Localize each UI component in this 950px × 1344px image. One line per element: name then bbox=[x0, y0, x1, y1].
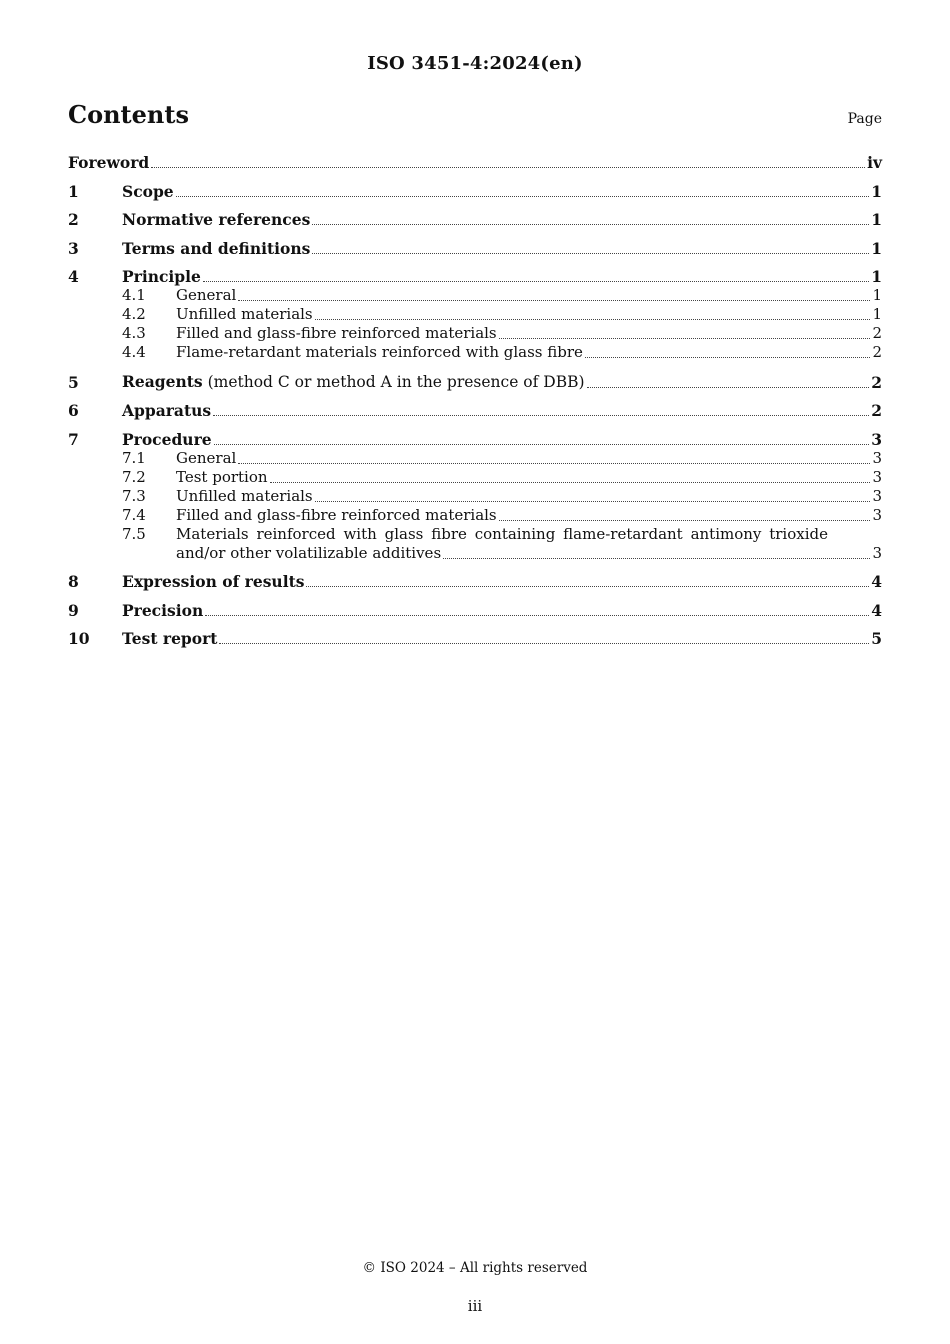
toc-entry-title: Normative references bbox=[122, 210, 311, 229]
toc-entry-page: 3 bbox=[871, 429, 882, 449]
toc-entry-title: Procedure bbox=[122, 429, 212, 449]
toc-entry-title-line2: and/or other volatilizable additives bbox=[176, 543, 442, 562]
toc-entry-title: Principle bbox=[122, 267, 201, 286]
toc-entry-page: 3 bbox=[872, 467, 882, 486]
dot-leader bbox=[499, 520, 871, 521]
toc-entry-title-suffix: (method C or method A in the presence of DBB) bbox=[202, 372, 585, 391]
toc-entry-title: Unfilled materials bbox=[176, 486, 313, 505]
toc-entry-title: General bbox=[176, 286, 237, 304]
toc-entry-page: 4 bbox=[871, 572, 882, 591]
dot-leader bbox=[219, 643, 869, 644]
toc-entry-page: 2 bbox=[872, 343, 882, 361]
toc-entry-page: iv bbox=[867, 153, 882, 172]
dot-leader bbox=[315, 501, 871, 502]
dot-leader bbox=[315, 319, 871, 320]
toc-subentry-4-3[interactable] bbox=[68, 324, 882, 343]
toc-entry-scope[interactable] bbox=[68, 182, 882, 201]
toc-entry-title-group bbox=[122, 372, 585, 392]
toc-entry-number: 4.3 bbox=[122, 324, 146, 342]
document-header: ISO 3451-4:2024(en) bbox=[367, 53, 583, 74]
toc-entry-title: Apparatus bbox=[122, 401, 212, 420]
toc-entry-number: 4.2 bbox=[122, 305, 146, 323]
toc-entry-number: 9 bbox=[68, 600, 79, 620]
toc-subentry-7-3[interactable] bbox=[68, 487, 882, 506]
toc-entry-precision[interactable] bbox=[68, 601, 882, 620]
toc-entry-wrapped-title bbox=[176, 525, 882, 563]
toc-entry-title: Terms and definitions bbox=[122, 238, 311, 258]
table-of-contents bbox=[68, 153, 882, 648]
dot-leader bbox=[312, 224, 869, 225]
toc-entry-page: 1 bbox=[871, 238, 882, 258]
dot-leader bbox=[270, 482, 871, 483]
dot-leader bbox=[203, 281, 869, 282]
toc-entry-number: 7.5 bbox=[122, 524, 146, 543]
toc-entry-number: 7.2 bbox=[122, 467, 146, 486]
dot-leader bbox=[587, 387, 870, 388]
toc-entry-page: 2 bbox=[871, 401, 882, 420]
toc-entry-terms-and-definitions[interactable] bbox=[68, 239, 882, 258]
toc-entry-page: 1 bbox=[872, 286, 882, 304]
toc-subentry-4-2[interactable] bbox=[68, 305, 882, 324]
toc-entry-number: 1 bbox=[68, 181, 79, 201]
toc-entry-title: Test report bbox=[122, 629, 218, 648]
toc-entry-page: 3 bbox=[872, 505, 882, 524]
dot-leader bbox=[238, 300, 870, 301]
toc-entry-title: Precision bbox=[122, 600, 204, 620]
toc-entry-title: Reagents bbox=[122, 371, 203, 391]
toc-subentry-4-4[interactable] bbox=[68, 343, 882, 362]
toc-entry-normative-references[interactable] bbox=[68, 210, 882, 229]
dot-leader bbox=[151, 167, 865, 168]
toc-entry-number: 8 bbox=[68, 572, 79, 591]
contents-title: Contents bbox=[68, 100, 189, 129]
toc-entry-title: Foreword bbox=[68, 153, 150, 172]
dot-leader bbox=[205, 615, 869, 616]
toc-entry-reagents[interactable] bbox=[68, 372, 882, 392]
dot-leader bbox=[176, 196, 870, 197]
toc-entry-number: 5 bbox=[68, 372, 79, 392]
toc-entry-title-line2-row bbox=[176, 544, 882, 563]
toc-subentry-4-1[interactable] bbox=[68, 286, 882, 305]
dot-leader bbox=[306, 586, 869, 587]
toc-entry-expression-of-results[interactable] bbox=[68, 572, 882, 591]
toc-entry-page: 3 bbox=[872, 448, 882, 467]
toc-entry-apparatus[interactable] bbox=[68, 401, 882, 420]
toc-entry-title-line1: Materials reinforced with glass fibre containing flame-retardant antimony trioxide bbox=[176, 524, 828, 543]
toc-entry-principle[interactable] bbox=[68, 267, 882, 286]
toc-entry-page: 3 bbox=[872, 543, 882, 562]
toc-entry-number: 10 bbox=[68, 629, 90, 648]
toc-entry-procedure[interactable] bbox=[68, 430, 882, 449]
toc-entry-title: Expression of results bbox=[122, 572, 305, 591]
toc-entry-page: 1 bbox=[871, 210, 882, 229]
toc-entry-page: 3 bbox=[872, 486, 882, 505]
copyright-notice: © ISO 2024 – All rights reserved bbox=[362, 1260, 588, 1276]
toc-entry-number: 3 bbox=[68, 238, 79, 258]
toc-entry-title: Scope bbox=[122, 181, 174, 201]
toc-entry-number: 7.4 bbox=[122, 505, 146, 524]
page-number: iii bbox=[467, 1297, 483, 1315]
toc-entry-number: 4 bbox=[68, 267, 79, 286]
dot-leader bbox=[585, 357, 871, 358]
dot-leader bbox=[499, 338, 871, 339]
toc-entry-number: 6 bbox=[68, 401, 79, 420]
dot-leader bbox=[312, 253, 869, 254]
toc-entry-number: 7.1 bbox=[122, 448, 146, 467]
toc-entry-number: 4.4 bbox=[122, 343, 146, 361]
dot-leader bbox=[214, 444, 870, 445]
toc-entry-title: Test portion bbox=[176, 467, 268, 486]
toc-entry-title: Unfilled materials bbox=[176, 305, 313, 323]
toc-entry-test-report[interactable] bbox=[68, 629, 882, 648]
toc-entry-page: 1 bbox=[871, 181, 882, 201]
toc-entry-page: 4 bbox=[871, 600, 882, 620]
dot-leader bbox=[213, 415, 869, 416]
contents-heading-row bbox=[68, 100, 882, 129]
toc-entry-page: 5 bbox=[871, 629, 882, 648]
toc-entry-page: 2 bbox=[872, 324, 882, 342]
toc-entry-number: 2 bbox=[68, 210, 79, 229]
toc-entry-title: Filled and glass-fibre reinforced materials bbox=[176, 324, 497, 342]
toc-entry-number: 4.1 bbox=[122, 286, 146, 304]
toc-entry-page: 1 bbox=[872, 305, 882, 323]
toc-subentry-7-5[interactable] bbox=[68, 525, 882, 563]
toc-entry-title: Filled and glass-fibre reinforced materials bbox=[176, 505, 497, 524]
toc-entry-title: General bbox=[176, 448, 237, 467]
toc-entry-number: 7 bbox=[68, 429, 79, 449]
toc-entry-page: 1 bbox=[871, 267, 882, 286]
toc-entry-page: 2 bbox=[871, 372, 882, 392]
toc-entry-foreword[interactable] bbox=[68, 153, 882, 172]
toc-entry-title: Flame-retardant materials reinforced with glass fibre bbox=[176, 343, 583, 361]
toc-subentry-7-2[interactable] bbox=[68, 468, 882, 487]
toc-subentry-7-4[interactable] bbox=[68, 506, 882, 525]
page-column-label: Page bbox=[847, 111, 882, 127]
dot-leader bbox=[238, 463, 870, 464]
dot-leader bbox=[443, 558, 870, 559]
toc-entry-number: 7.3 bbox=[122, 486, 146, 505]
toc-subentry-7-1[interactable] bbox=[68, 449, 882, 468]
